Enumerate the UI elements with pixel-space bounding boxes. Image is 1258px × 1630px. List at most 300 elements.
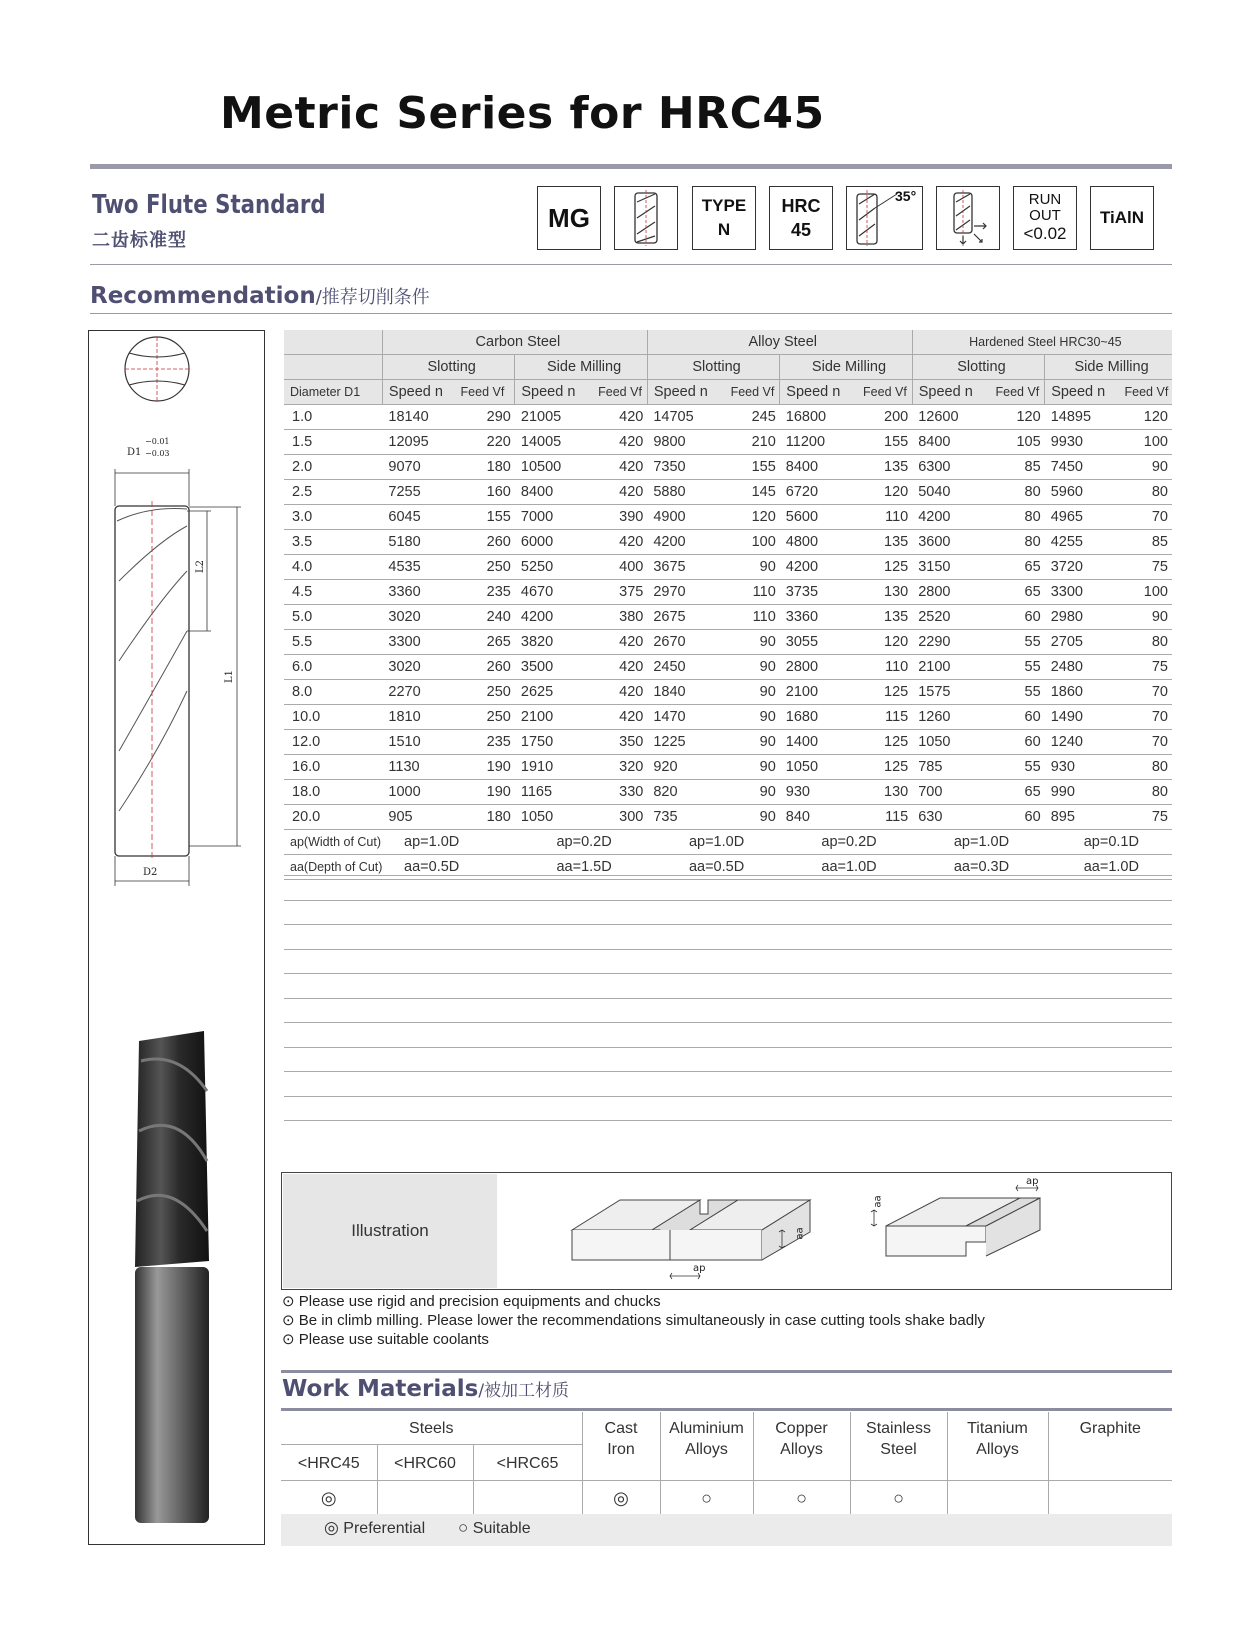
speed-cell: 16800: [780, 405, 857, 430]
feed-cell: 260: [455, 655, 515, 680]
work-materials-title-cn: /被加工材质: [478, 1381, 570, 1401]
speed-cell: 5600: [780, 505, 857, 530]
speed-cell: 1910: [515, 755, 592, 780]
feed-cell: 90: [725, 705, 780, 730]
feed-cell: 90: [725, 630, 780, 655]
feed-cell: 210: [725, 430, 780, 455]
coating-label: TiAlN: [1099, 208, 1145, 227]
feed-cell: 300: [592, 805, 647, 830]
note-bullet-icon: ⊙: [282, 1312, 295, 1329]
speed-cell: 1470: [647, 705, 724, 730]
page-title: Metric Series for HRC45: [220, 88, 825, 139]
speed-cell: 6720: [780, 480, 857, 505]
runout-label-2: OUT: [1029, 207, 1061, 224]
table-row: [284, 505, 1172, 530]
table-row: [284, 555, 1172, 580]
speed-cell: 3600: [912, 530, 989, 555]
diameter-cell: 3.0: [284, 505, 382, 530]
speed-cell: 2800: [912, 580, 989, 605]
speed-cell: 7000: [515, 505, 592, 530]
speed-cell: 4200: [780, 555, 857, 580]
speed-cell: 12095: [382, 430, 454, 455]
speed-cell: 1510: [382, 730, 454, 755]
recommendation-heading: [90, 283, 430, 309]
speed-cell: 630: [912, 805, 989, 830]
table-row: [284, 655, 1172, 680]
speed-cell: 2290: [912, 630, 989, 655]
aa-label: aa(Depth of Cut): [284, 855, 382, 880]
feed-cell: 115: [857, 805, 912, 830]
speed-cell: 1260: [912, 705, 989, 730]
speed-cell: 4900: [647, 505, 724, 530]
feed-cell: 100: [1119, 430, 1172, 455]
speed-cell: 785: [912, 755, 989, 780]
suitability-mark: [947, 1480, 1048, 1516]
operation-header: Side Milling: [1045, 355, 1172, 380]
speed-cell: 3360: [382, 580, 454, 605]
diameter-cell: 2.0: [284, 455, 382, 480]
tool-drawing-panel: [88, 330, 265, 1545]
runout-direction-icon: [936, 186, 1000, 250]
speed-cell: 14705: [647, 405, 724, 430]
speed-cell: 9930: [1045, 430, 1119, 455]
feed-cell: 240: [455, 605, 515, 630]
speed-cell: 14895: [1045, 405, 1119, 430]
speed-cell: 6045: [382, 505, 454, 530]
speed-cell: 3720: [1045, 555, 1119, 580]
speed-cell: 1050: [780, 755, 857, 780]
feed-cell: 155: [455, 505, 515, 530]
speed-cell: 920: [647, 755, 724, 780]
feed-cell: 235: [455, 730, 515, 755]
ap-mark-1: ap: [693, 1263, 706, 1274]
feed-cell: 90: [725, 730, 780, 755]
ap-label: ap(Width of Cut): [284, 830, 382, 855]
blank-line: [284, 900, 1172, 901]
width-of-cut-row: [284, 830, 1172, 855]
feed-cell: 55: [990, 755, 1045, 780]
feed-cell: 245: [725, 405, 780, 430]
diameter-cell: 10.0: [284, 705, 382, 730]
suitability-mark: ◎: [582, 1480, 660, 1516]
steels-header: Steels: [281, 1412, 582, 1444]
feed-cell: 120: [857, 630, 912, 655]
speed-cell: 3500: [515, 655, 592, 680]
feed-cell: 110: [725, 580, 780, 605]
speed-cell: 3020: [382, 655, 454, 680]
cutting-conditions-table: [284, 330, 1172, 880]
speed-cell: 1165: [515, 780, 592, 805]
feed-cell: 290: [455, 405, 515, 430]
feed-cell: 60: [990, 805, 1045, 830]
blank-line: [284, 973, 1172, 974]
aa-mark-2: aa: [872, 1195, 884, 1208]
speed-cell: 930: [780, 780, 857, 805]
d1-tolerance-upper: −0.01: [145, 437, 170, 446]
speed-cell: 2480: [1045, 655, 1119, 680]
speed-cell: 5250: [515, 555, 592, 580]
speed-cell: 6000: [515, 530, 592, 555]
diameter-cell: 20.0: [284, 805, 382, 830]
suitability-mark: ○: [660, 1480, 753, 1516]
coating-icon: [1090, 186, 1154, 250]
feed-cell: 180: [455, 455, 515, 480]
feed-cell: 250: [455, 705, 515, 730]
table-row: [284, 480, 1172, 505]
feed-cell: 130: [857, 580, 912, 605]
speed-cell: 1810: [382, 705, 454, 730]
table-row: [284, 705, 1172, 730]
speed-cell: 1225: [647, 730, 724, 755]
feed-cell: 70: [1119, 680, 1172, 705]
feed-cell: 135: [857, 605, 912, 630]
table-row: [284, 630, 1172, 655]
helix-angle-value: 35°: [895, 188, 917, 204]
speed-cell: 4200: [912, 505, 989, 530]
feed-cell: 110: [725, 605, 780, 630]
note-bullet-icon: ⊙: [282, 1293, 295, 1310]
blank-line: [284, 1120, 1172, 1121]
speed-cell: 5960: [1045, 480, 1119, 505]
feed-cell: 90: [1119, 455, 1172, 480]
feed-cell: 80: [1119, 480, 1172, 505]
feed-cell: 220: [455, 430, 515, 455]
material-header: Hardened Steel HRC30~45: [912, 330, 1172, 355]
aa-value: aa=1.0D: [1045, 855, 1172, 880]
speed-cell: 3300: [382, 630, 454, 655]
operation-header-row: [284, 355, 1172, 380]
table-row: [284, 780, 1172, 805]
feed-cell: 85: [1119, 530, 1172, 555]
feed-cell: 115: [857, 705, 912, 730]
speed-cell: 4800: [780, 530, 857, 555]
feed-cell: 55: [990, 655, 1045, 680]
speed-cell: 14005: [515, 430, 592, 455]
feed-cell: 260: [455, 530, 515, 555]
feed-cell: 235: [455, 580, 515, 605]
legend: [324, 1518, 531, 1538]
d2-label: D2: [143, 867, 158, 878]
feed-header: Feed Vf: [725, 380, 780, 405]
feed-cell: 320: [592, 755, 647, 780]
speed-cell: 5180: [382, 530, 454, 555]
d1-tolerance-lower: −0.03: [145, 449, 170, 458]
feed-cell: 160: [455, 480, 515, 505]
feed-cell: 90: [725, 805, 780, 830]
speed-cell: 5880: [647, 480, 724, 505]
feed-cell: 350: [592, 730, 647, 755]
speed-cell: 7255: [382, 480, 454, 505]
l1-label: L1: [224, 669, 236, 684]
speed-cell: 1400: [780, 730, 857, 755]
type-value: N: [717, 220, 731, 239]
diameter-header: Diameter D1: [284, 380, 382, 405]
feed-cell: 90: [725, 680, 780, 705]
titanium-header: Titanium Alloys: [947, 1412, 1048, 1480]
operation-header: Slotting: [912, 355, 1044, 380]
diameter-cell: 3.5: [284, 530, 382, 555]
mg-icon: [537, 186, 601, 250]
speed-cell: 1130: [382, 755, 454, 780]
blank-line: [284, 875, 1172, 876]
speed-cell: 2450: [647, 655, 724, 680]
feed-cell: 420: [592, 405, 647, 430]
speed-cell: 8400: [515, 480, 592, 505]
operation-header: Slotting: [382, 355, 514, 380]
speed-cell: 7350: [647, 455, 724, 480]
recommendation-title-cn: /推荐切削条件: [315, 287, 430, 308]
feed-cell: 200: [857, 405, 912, 430]
feed-cell: 70: [1119, 730, 1172, 755]
feed-cell: 420: [592, 705, 647, 730]
speed-cell: 2520: [912, 605, 989, 630]
feed-cell: 420: [592, 530, 647, 555]
feed-cell: 70: [1119, 705, 1172, 730]
speed-cell: 2980: [1045, 605, 1119, 630]
feed-cell: 120: [725, 505, 780, 530]
feed-cell: 90: [1119, 605, 1172, 630]
speed-cell: 6300: [912, 455, 989, 480]
feed-cell: 55: [990, 680, 1045, 705]
graphite-header: Graphite: [1048, 1412, 1172, 1480]
feed-cell: 420: [592, 480, 647, 505]
blank-line: [284, 1022, 1172, 1023]
blank-line: [284, 1071, 1172, 1072]
aa-value: aa=0.3D: [912, 855, 1044, 880]
stainless-header: Stainless Steel: [850, 1412, 947, 1480]
feed-cell: 420: [592, 630, 647, 655]
ap-value: ap=1.0D: [912, 830, 1044, 855]
diameter-cell: 16.0: [284, 755, 382, 780]
runout-label-1: RUN: [1028, 191, 1062, 208]
runout-icon: [1013, 186, 1077, 250]
feed-cell: 105: [990, 430, 1045, 455]
feed-cell: 265: [455, 630, 515, 655]
ap-value: ap=1.0D: [647, 830, 779, 855]
feed-cell: 125: [857, 555, 912, 580]
work-materials-table: [281, 1412, 1172, 1516]
usage-note: ⊙ Please use suitable coolants: [282, 1331, 489, 1348]
feed-cell: 100: [725, 530, 780, 555]
table-row: [284, 530, 1172, 555]
feed-cell: 80: [990, 480, 1045, 505]
speed-cell: 9800: [647, 430, 724, 455]
speed-cell: 8400: [780, 455, 857, 480]
table-row: [284, 605, 1172, 630]
feed-header: Feed Vf: [592, 380, 647, 405]
speed-cell: 2970: [647, 580, 724, 605]
l2-label: L2: [195, 559, 207, 574]
feed-cell: 70: [1119, 505, 1172, 530]
speed-cell: 1490: [1045, 705, 1119, 730]
feed-cell: 125: [857, 755, 912, 780]
speed-cell: 840: [780, 805, 857, 830]
hrc-45-icon: [769, 186, 833, 250]
speed-cell: 4200: [515, 605, 592, 630]
table-row: [284, 805, 1172, 830]
work-materials-divider: [281, 1370, 1172, 1373]
speed-header: Speed n: [647, 380, 724, 405]
feed-cell: 125: [857, 730, 912, 755]
speed-cell: 18140: [382, 405, 454, 430]
speed-cell: 2625: [515, 680, 592, 705]
feed-cell: 100: [1119, 580, 1172, 605]
diameter-cell: 6.0: [284, 655, 382, 680]
suitability-mark: [377, 1480, 473, 1516]
feed-cell: 380: [592, 605, 647, 630]
feed-cell: 420: [592, 455, 647, 480]
table-row: [284, 430, 1172, 455]
hrc60-header: <HRC60: [377, 1444, 473, 1480]
operation-header: Slotting: [647, 355, 779, 380]
feed-cell: 110: [857, 655, 912, 680]
diameter-cell: 1.5: [284, 430, 382, 455]
feed-cell: 90: [725, 755, 780, 780]
speed-cell: 4670: [515, 580, 592, 605]
operation-header: Side Milling: [515, 355, 647, 380]
aluminium-header: Aluminium Alloys: [660, 1412, 753, 1480]
material-header-row: [284, 330, 1172, 355]
feed-cell: 65: [990, 780, 1045, 805]
hrc-value: 45: [790, 220, 812, 240]
speed-cell: 3735: [780, 580, 857, 605]
runout-value: <0.02: [1023, 224, 1067, 243]
suitability-mark: ○: [850, 1480, 947, 1516]
blank-line: [284, 998, 1172, 999]
wm-header-row: [281, 1412, 1172, 1444]
speed-cell: 2100: [912, 655, 989, 680]
recommendation-underline: [90, 313, 1172, 314]
speed-cell: 1050: [912, 730, 989, 755]
hrc-label: HRC: [781, 196, 821, 216]
diameter-cell: 2.5: [284, 480, 382, 505]
suitability-mark: [1048, 1480, 1172, 1516]
speed-cell: 2100: [515, 705, 592, 730]
speed-cell: 4200: [647, 530, 724, 555]
feed-cell: 135: [857, 455, 912, 480]
feed-cell: 190: [455, 755, 515, 780]
illustration-label-cell: [283, 1174, 497, 1288]
suitability-mark: [473, 1480, 582, 1516]
speed-cell: 11200: [780, 430, 857, 455]
speed-cell: 2270: [382, 680, 454, 705]
speed-cell: 930: [1045, 755, 1119, 780]
speed-cell: 905: [382, 805, 454, 830]
hrc45-header: <HRC45: [281, 1444, 377, 1480]
work-materials-title: Work Materials: [282, 1376, 479, 1402]
feed-header: Feed Vf: [455, 380, 515, 405]
series-subtitle-cn: 二齿标准型: [92, 230, 187, 251]
feed-cell: 330: [592, 780, 647, 805]
title-divider: [90, 164, 1172, 169]
ap-value: ap=1.0D: [382, 830, 514, 855]
recommendation-title: Recommendation: [90, 283, 316, 309]
helix-angle-icon: [846, 186, 923, 250]
table-row: [284, 680, 1172, 705]
speed-cell: 12600: [912, 405, 989, 430]
note-bullet-icon: ⊙: [282, 1331, 295, 1348]
operation-header: Side Milling: [780, 355, 912, 380]
feed-cell: 400: [592, 555, 647, 580]
feed-header: Feed Vf: [990, 380, 1045, 405]
feed-cell: 65: [990, 555, 1045, 580]
speed-cell: 3150: [912, 555, 989, 580]
speed-cell: 3360: [780, 605, 857, 630]
diameter-cell: 5.5: [284, 630, 382, 655]
cutting-illustration: [560, 1180, 1160, 1284]
diameter-cell: 12.0: [284, 730, 382, 755]
feed-cell: 80: [1119, 630, 1172, 655]
material-header: Carbon Steel: [382, 330, 647, 355]
speed-cell: 2100: [780, 680, 857, 705]
usage-note: ⊙ Be in climb milling. Please lower the recommendations simultaneously in case cutting tools shake badly: [282, 1312, 985, 1329]
speed-cell: 3820: [515, 630, 592, 655]
feed-cell: 90: [725, 780, 780, 805]
speed-header: Speed n: [780, 380, 857, 405]
speed-cell: 1860: [1045, 680, 1119, 705]
feed-cell: 120: [1119, 405, 1172, 430]
d1-label: D1: [127, 447, 142, 458]
feed-header: Feed Vf: [857, 380, 912, 405]
feed-cell: 120: [990, 405, 1045, 430]
speed-header: Speed n: [515, 380, 592, 405]
speed-cell: 1240: [1045, 730, 1119, 755]
blank-line: [284, 949, 1172, 950]
speed-cell: 1575: [912, 680, 989, 705]
illustration-label: Illustration: [351, 1221, 429, 1240]
feed-cell: 75: [1119, 555, 1172, 580]
speed-cell: 1680: [780, 705, 857, 730]
feed-cell: 125: [857, 680, 912, 705]
blank-line: [284, 1047, 1172, 1048]
feed-cell: 80: [1119, 780, 1172, 805]
feed-cell: 60: [990, 605, 1045, 630]
work-materials-table-top: [281, 1408, 1172, 1411]
feed-header: Feed Vf: [1119, 380, 1172, 405]
feed-cell: 190: [455, 780, 515, 805]
speed-cell: 3020: [382, 605, 454, 630]
speed-cell: 8400: [912, 430, 989, 455]
usage-note: ⊙ Please use rigid and precision equipments and chucks: [282, 1293, 661, 1310]
feed-cell: 120: [857, 480, 912, 505]
feed-cell: 75: [1119, 805, 1172, 830]
speed-cell: 7450: [1045, 455, 1119, 480]
feed-cell: 60: [990, 730, 1045, 755]
feed-cell: 250: [455, 680, 515, 705]
work-materials-heading: [282, 1376, 569, 1402]
type-label: TYPE: [701, 196, 747, 215]
feed-cell: 390: [592, 505, 647, 530]
speed-cell: 2670: [647, 630, 724, 655]
table-body: [284, 405, 1172, 830]
mg-label: MG: [548, 202, 590, 233]
speed-header: Speed n: [1045, 380, 1119, 405]
diameter-cell: 4.5: [284, 580, 382, 605]
table-row: [284, 580, 1172, 605]
speed-cell: 990: [1045, 780, 1119, 805]
feed-cell: 65: [990, 580, 1045, 605]
speed-cell: 895: [1045, 805, 1119, 830]
speed-cell: 3300: [1045, 580, 1119, 605]
feed-cell: 90: [725, 655, 780, 680]
speed-cell: 1750: [515, 730, 592, 755]
feed-cell: 145: [725, 480, 780, 505]
hrc65-header: <HRC65: [473, 1444, 582, 1480]
feed-cell: 130: [857, 780, 912, 805]
feed-cell: 90: [725, 555, 780, 580]
feed-cell: 110: [857, 505, 912, 530]
speed-cell: 21005: [515, 405, 592, 430]
